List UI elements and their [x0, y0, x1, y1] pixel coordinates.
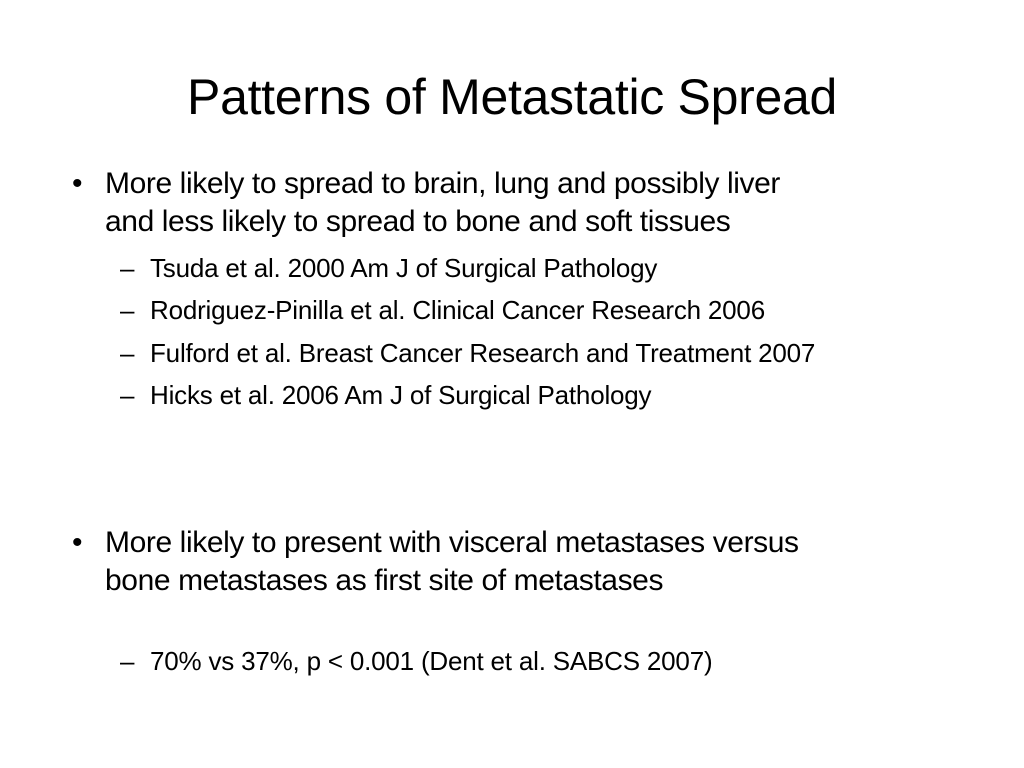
dash-marker: –: [120, 380, 135, 410]
citation-text: Tsuda et al. 2000 Am J of Surgical Pathology: [150, 253, 658, 283]
bullet-text: [105, 165, 965, 241]
dash-marker: –: [120, 295, 135, 325]
citation-text: Rodriguez-Pinilla et al. Clinical Cancer Research 2006: [150, 295, 765, 325]
bullet-text-line: More likely to spread to brain, lung and possibly liver: [105, 167, 781, 200]
dash-marker: –: [120, 338, 135, 368]
citation-text: Hicks et al. 2006 Am J of Surgical Pathology: [150, 380, 652, 410]
bullet-text-line: and less likely to spread to bone and soft tissues: [105, 205, 731, 238]
statistic-text: 70% vs 37%, p < 0.001 (Dent et al. SABCS 2007): [150, 646, 713, 676]
bullet-text-line: bone metastases as first site of metastases: [105, 564, 664, 597]
citation-text: Fulford et al. Breast Cancer Research and Treatment 2007: [150, 338, 816, 368]
slide-title: Patterns of Metastatic Spread: [187, 69, 837, 125]
bullet-marker: •: [72, 167, 83, 200]
bullet-item: [72, 165, 972, 241]
bullet-text-line: More likely to present with visceral metastases versus: [105, 526, 799, 559]
bullet-text: [105, 524, 965, 600]
dash-marker: –: [120, 646, 135, 676]
bullet-marker: •: [72, 526, 83, 559]
dash-marker: –: [120, 253, 135, 283]
bullet-item: [72, 524, 972, 600]
